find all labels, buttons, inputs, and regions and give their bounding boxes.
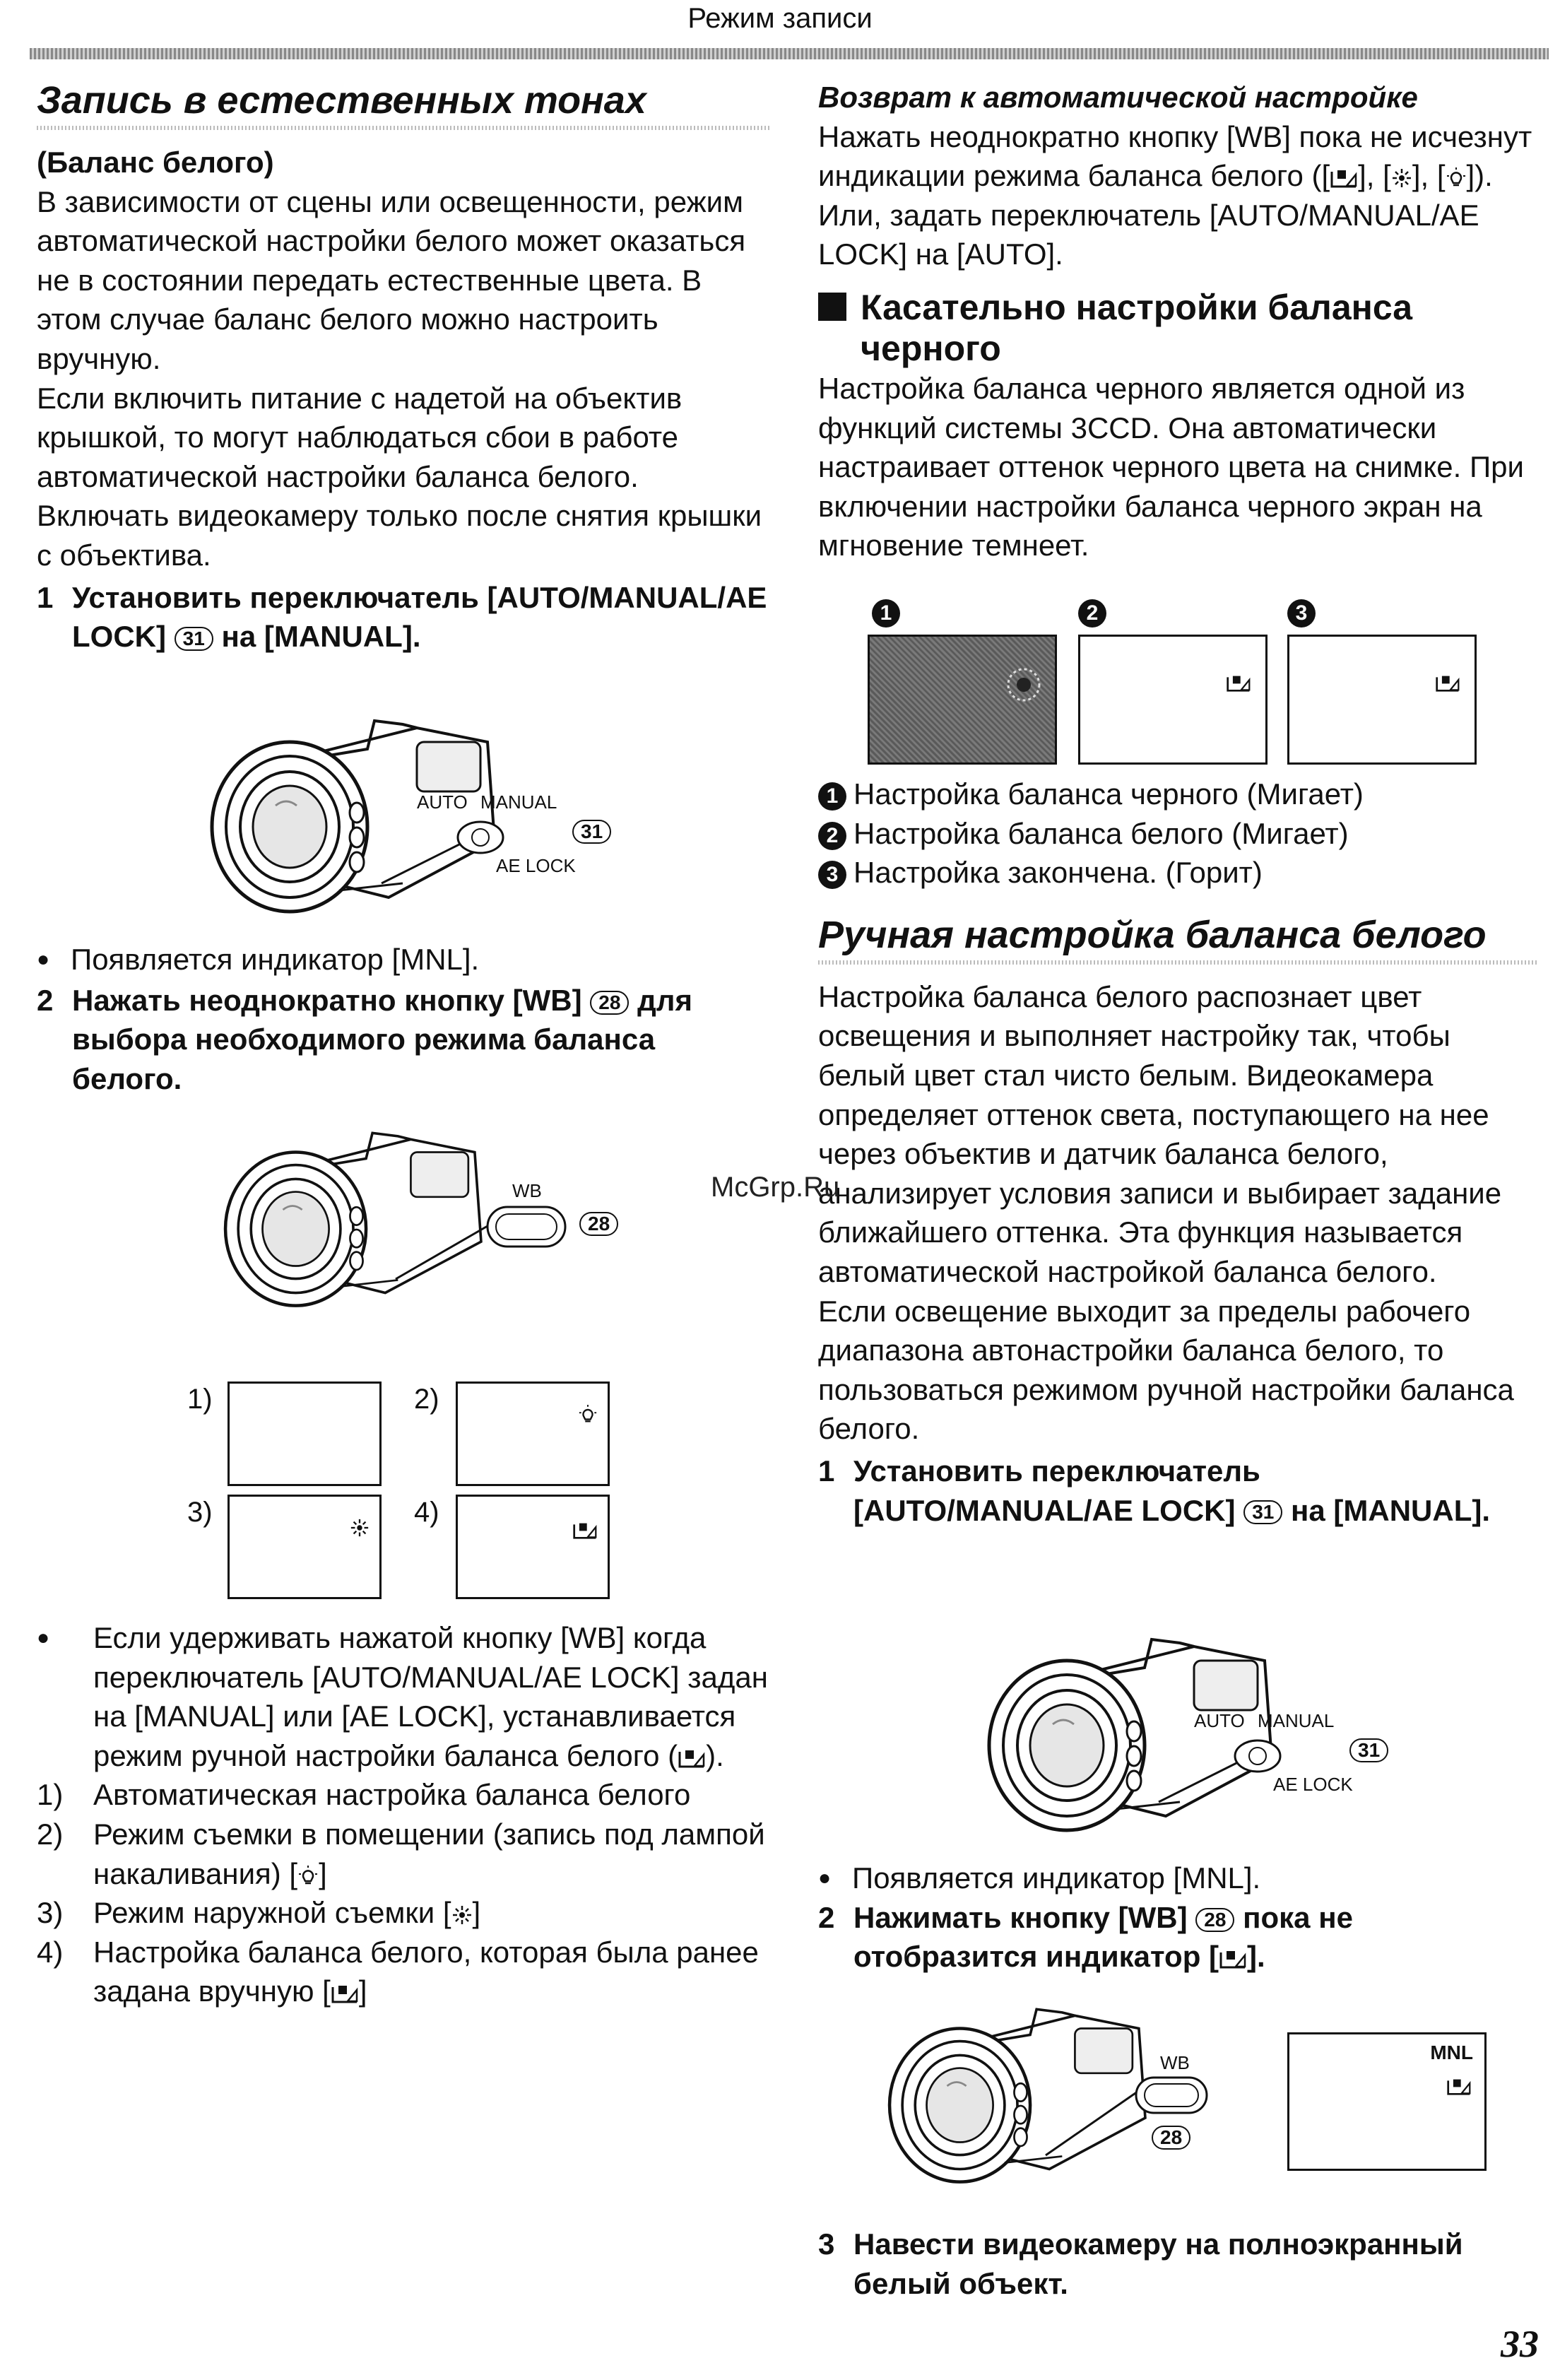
step-1 [818, 1451, 1539, 1530]
title-underline [818, 960, 1539, 965]
legend-item [818, 853, 1539, 892]
list-text: Автоматическая настройка баланса белого [93, 1778, 691, 1812]
legend-text: Настройка баланса белого (Мигает) [853, 816, 1349, 850]
manual-wb-icon [331, 1983, 359, 2004]
step-text: на [MANUAL]. [221, 620, 421, 654]
list-number: 2) [37, 1817, 64, 1851]
step-number: 1 [818, 1454, 835, 1488]
paragraph: Настройка баланса белого распознает цвет освещения и выполняет настройку так, чтобы белый цвет стал чисто белым. Видеокамера определяет оттенок света, поступающего на нее через объектив и датчик баланса белого, анализирует условия записи и выбирает задание ближайшего оттенка. Эта функция называется автоматической настройкой баланса белого. [818, 979, 1502, 1288]
manual-wb-icon [1219, 1948, 1247, 1969]
step-text: пока не отобразится индикатор [ [853, 1900, 1353, 1974]
list-close: ] [319, 1856, 327, 1890]
manual-wb-icon [572, 1521, 598, 1540]
black-balance-heading [818, 287, 1539, 369]
lamp-icon [578, 1405, 598, 1425]
step-text: Установить переключатель [AUTO/MANUAL/AE LOCK] [72, 580, 767, 654]
step-text: ]. [1247, 1940, 1265, 1974]
paragraph: В зависимости от сцены или освещенности, режим автоматической настройки белого может оказаться не в состоянии передать естественные цвета. В этом случае баланс белого можно настроить вручную. [37, 184, 746, 375]
screen-black-balance [868, 635, 1057, 765]
heading-square-icon [818, 293, 846, 321]
switch-label-auto: AUTO [417, 791, 468, 813]
mode-label: 1) [187, 1384, 213, 1415]
camcorder-wb-figure [883, 2000, 1473, 2212]
step-number: 2 [37, 983, 54, 1017]
page-header: Режим записи [687, 3, 873, 34]
bullet [37, 1618, 772, 1775]
page-ref: 28 [590, 991, 629, 1015]
list-number: 4) [37, 1935, 64, 1969]
return-text: ]). Или, задать переключатель [AUTO/MANUAL/AE LOCK] на [AUTO]. [818, 159, 1493, 271]
page-ref: 31 [1349, 1738, 1388, 1762]
manual-wb-icon [1446, 2077, 1472, 2096]
paragraph: Если включить питание с надетой на объектив крышкой, то могут наблюдаться сбои в работе автоматической настройки баланса белого. Включать видеокамеру только после снятия крышки с объектива. [37, 381, 762, 572]
lamp-icon [1446, 167, 1467, 189]
right-column [818, 78, 1539, 565]
legend-text: Настройка закончена. (Горит) [853, 856, 1263, 890]
return-auto-title: Возврат к автоматической настройке [818, 81, 1418, 114]
mode-label: 3) [187, 1497, 213, 1528]
switch-label-manual: MANUAL [1258, 1710, 1335, 1731]
list-text: Режим съемки в помещении (запись под лампой накаливания) [ [93, 1817, 765, 1890]
mode-screen-manual [456, 1495, 610, 1599]
step-text: Установить переключатель [AUTO/MANUAL/AE LOCK] [853, 1454, 1260, 1527]
legend-number: 2 [818, 822, 846, 850]
camcorder-switch-figure [982, 1632, 1420, 1851]
step-text: для выбора необходимого режима баланса белого. [72, 983, 692, 1095]
manual-wb-icon [1330, 167, 1358, 189]
step-2 [37, 981, 772, 1099]
manual-wb-icon [1435, 673, 1460, 693]
page-ref: 28 [579, 1212, 618, 1236]
left-column-bottom [37, 1618, 772, 2011]
sun-icon [451, 1904, 473, 1926]
legend-number: 1 [818, 782, 846, 811]
right-column-mid [818, 774, 1539, 1530]
step-number: 3 [818, 2227, 835, 2261]
step-number: 2 [818, 1900, 835, 1934]
camcorder-wb-figure [219, 1124, 657, 1336]
black-balance-title: Касательно настройки баланса черного [861, 287, 1413, 368]
step-text: на [MANUAL]. [1291, 1493, 1491, 1527]
switch-label-ae-lock: AE LOCK [496, 855, 576, 876]
bullet-text: Если удерживать нажатой кнопку [WB] когда переключатель [AUTO/MANUAL/AE LOCK] задан на [MANUAL] или [AE LOCK], устанавливается режим ручной настройки баланса белого ( [93, 1621, 768, 1772]
section-title-natural-tones: Запись в естественных тонах [37, 79, 646, 122]
mode-label: 2) [414, 1384, 439, 1415]
manual-wb-icon [678, 1748, 706, 1769]
legend-item [818, 814, 1539, 854]
lamp-icon [297, 1866, 319, 1887]
page-ref: 28 [1152, 2126, 1190, 2150]
manual-wb-icon [1226, 673, 1251, 693]
bullet: ● Появляется индикатор [MNL]. [37, 940, 772, 979]
list-close: ] [472, 1896, 481, 1930]
list-number: 3) [37, 1896, 64, 1930]
mode-screen-outdoor [228, 1495, 382, 1599]
screen-number: 2 [1078, 599, 1106, 628]
step-text: Нажимать кнопку [WB] [853, 1900, 1188, 1934]
sun-icon [350, 1518, 370, 1538]
list-text: Настройка баланса белого, которая была ранее задана вручную [ [93, 1935, 759, 2008]
list-item [37, 1933, 772, 2011]
paragraph [818, 117, 1539, 274]
list-close: ] [358, 1974, 367, 2008]
section-subtitle: (Баланс белого) [37, 146, 274, 179]
right-column-lower [818, 1858, 1539, 1977]
paragraph: Если освещение выходит за пределы рабочего диапазона автонастройки баланса белого, то пользоваться режимом ручной настройки баланса белого. [818, 1294, 1514, 1446]
legend-number: 3 [818, 861, 846, 889]
legend-item [818, 774, 1539, 814]
sun-icon [1391, 167, 1412, 189]
mode-label: 4) [414, 1497, 439, 1528]
page-ref: 31 [572, 820, 611, 844]
step-number: 1 [37, 580, 54, 614]
return-text: ], [ [1412, 159, 1446, 193]
paragraph: Настройка баланса черного является одной из функций системы 3CCD. Она автоматически настраивает оттенок черного цвета на снимке. При включении настройки баланса черного экран на мгновение темнеет. [818, 371, 1524, 562]
list-text: Режим наружной съемки [ [93, 1896, 451, 1930]
mnl-indicator: MNL [1430, 2042, 1473, 2063]
watermark: McGrp.Ru [711, 1172, 840, 1203]
flashing-indicator-icon [1004, 665, 1044, 705]
step-3 [818, 2225, 1539, 2303]
wb-label: WB [1160, 2052, 1190, 2073]
camcorder-switch-figure [205, 714, 643, 933]
screen-number: 1 [872, 599, 900, 628]
step-2 [818, 1898, 1539, 1977]
bullet-end: ). [706, 1738, 724, 1772]
list-item [37, 1815, 772, 1893]
screen-number: 3 [1287, 599, 1316, 628]
step-text: Нажать неоднократно кнопку [WB] [72, 983, 582, 1017]
switch-label-auto: AUTO [1194, 1710, 1245, 1731]
list-number: 1) [37, 1778, 64, 1812]
header-bar [30, 48, 1549, 59]
page-ref: 31 [1243, 1500, 1282, 1524]
return-text: ], [ [1358, 159, 1391, 193]
left-column [37, 78, 772, 656]
legend-text: Настройка баланса черного (Мигает) [853, 777, 1364, 811]
page-number: 33 [1501, 2323, 1539, 2365]
mode-screen-auto [228, 1382, 382, 1486]
bullet: ● Появляется индикатор [MNL]. [818, 1858, 1539, 1898]
left-column-cont [37, 940, 772, 1098]
wb-label: WB [512, 1180, 542, 1201]
screen-complete [1287, 635, 1477, 765]
mnl-screen [1287, 2032, 1487, 2171]
section-title-manual-wb: Ручная настройка баланса белого [818, 913, 1487, 956]
list-item [37, 1775, 772, 1815]
step-text: Навести видеокамеру на полноэкранный белый объект. [853, 2227, 1463, 2300]
page-ref: 28 [1195, 1908, 1234, 1932]
switch-label-manual: MANUAL [480, 791, 557, 813]
right-column-end [818, 2225, 1539, 2303]
page-ref: 31 [175, 627, 213, 651]
list-item [37, 1893, 772, 1933]
mode-screen-indoor [456, 1382, 610, 1486]
screen-white-balance [1078, 635, 1268, 765]
title-underline [37, 126, 772, 130]
return-text: Нажать неоднократно кнопку [WB] пока не исчезнут индикации режима баланса белого ([ [818, 119, 1532, 193]
switch-label-ae-lock: AE LOCK [1273, 1774, 1353, 1795]
step-1 [37, 578, 772, 656]
